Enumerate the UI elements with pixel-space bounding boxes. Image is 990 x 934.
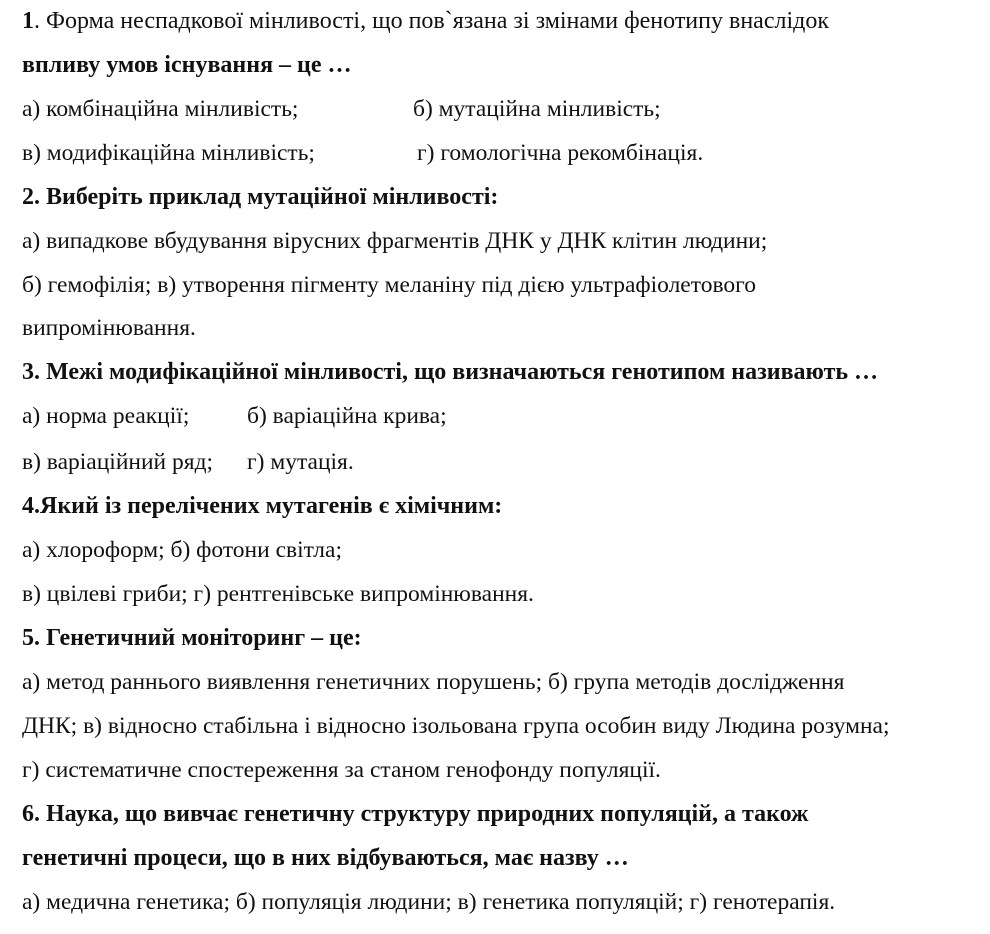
question-1-option-b: б) мутаційна мінливість; bbox=[413, 96, 661, 122]
question-4-options-line-2: в) цвілеві гриби; г) рентгенівське випромінювання. bbox=[22, 581, 534, 607]
question-3-option-a: а) норма реакції; bbox=[22, 403, 190, 429]
question-5-options-line-3: г) систематичне спостереження за станом генофонду популяції. bbox=[22, 757, 661, 783]
question-1-title-text: . Форма неспадкової мінливості, що пов`язана зі змінами фенотипу внаслідок bbox=[34, 8, 829, 34]
question-6-title-line-1: 6. Наука, що вивчає генетичну структуру природних популяцій, а також bbox=[22, 801, 809, 827]
question-2-options-line-2: б) гемофілія; в) утворення пігменту меланіну під дією ультрафіолетового bbox=[22, 272, 756, 298]
question-1-option-c: в) модифікаційна мінливість; bbox=[22, 140, 315, 166]
question-1-option-a: а) комбінаційна мінливість; bbox=[22, 96, 299, 122]
question-2-options-line-1: а) випадкове вбудування вірусних фрагментів ДНК у ДНК клітин людини; bbox=[22, 228, 768, 254]
question-1-title-line-2: впливу умов існування – це … bbox=[22, 52, 352, 78]
question-1-number: 1 bbox=[22, 8, 34, 34]
question-3-option-d: г) мутація. bbox=[247, 449, 354, 475]
question-3-option-b: б) варіаційна крива; bbox=[247, 403, 447, 429]
question-2-title: 2. Виберіть приклад мутаційної мінливості: bbox=[22, 184, 499, 210]
question-6-title-line-2: генетичні процеси, що в них відбуваються, має назву … bbox=[22, 845, 629, 871]
question-4-title: 4.Який із перелічених мутагенів є хімічним: bbox=[22, 493, 503, 519]
question-1-option-d: г) гомологічна рекомбінація. bbox=[417, 140, 704, 166]
question-5-options-line-1: а) метод раннього виявлення генетичних порушень; б) група методів дослідження bbox=[22, 669, 845, 695]
question-3-title: 3. Межі модифікаційної мінливості, що визначаються генотипом називають … bbox=[22, 359, 879, 385]
question-6-options-line-1: а) медична генетика; б) популяція людини; в) генетика популяцій; г) генотерапія. bbox=[22, 889, 836, 915]
question-1-title-line-1 bbox=[22, 6, 829, 36]
question-5-title: 5. Генетичний моніторинг – це: bbox=[22, 625, 362, 651]
question-3-option-c: в) варіаційний ряд; bbox=[22, 449, 214, 475]
question-5-options-line-2: ДНК; в) відносно стабільна і відносно ізольована група особин виду Людина розумна; bbox=[22, 713, 890, 739]
question-2-options-line-3: випромінювання. bbox=[22, 315, 196, 341]
question-4-options-line-1: а) хлороформ; б) фотони світла; bbox=[22, 537, 342, 563]
